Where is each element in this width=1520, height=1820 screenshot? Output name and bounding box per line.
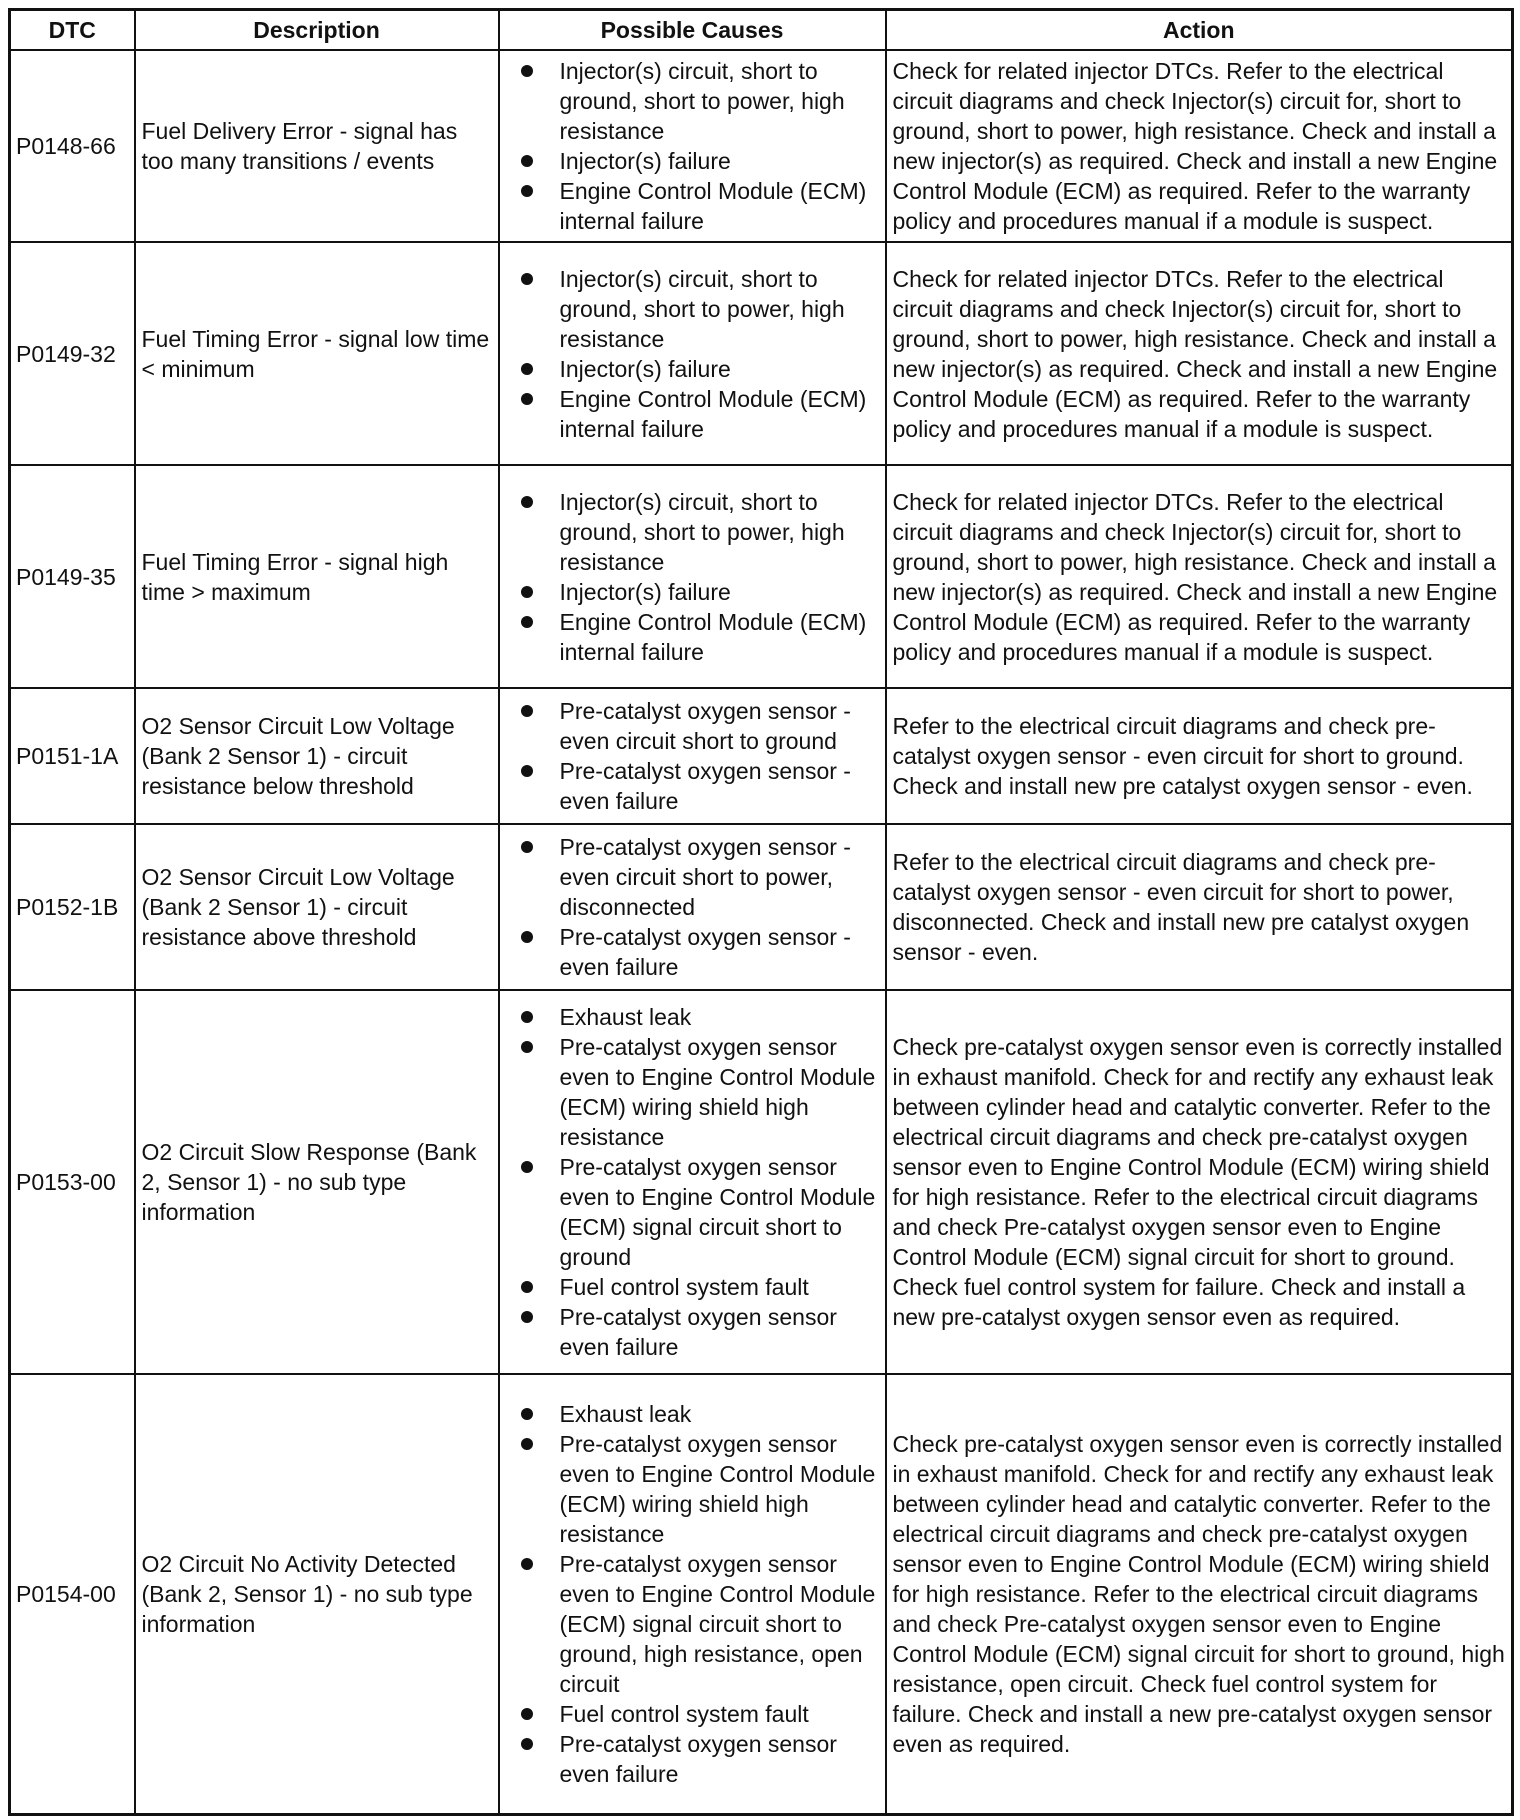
cause-text: Injector(s) circuit, short to ground, short to power, high resistance [559, 265, 845, 352]
cause-text: Pre-catalyst oxygen sensor even to Engine Control Module (ECM) wiring shield high resistance [559, 1430, 876, 1547]
cause-item [518, 56, 879, 146]
possible-causes [499, 990, 886, 1374]
cause-item [518, 176, 879, 236]
dtc-action: Check for related injector DTCs. Refer to the electrical circuit diagrams and check Injector(s) circuit for, short to ground, short to power, high resistance. Check and install a new injector(s) as required. Check and install a new Engine Control Module (ECM) as required. Refer to the warranty policy and procedures manual if a module is suspect. [886, 242, 1513, 465]
cause-item [518, 264, 879, 354]
bullet-icon [521, 363, 533, 375]
possible-causes [499, 1374, 886, 1814]
possible-causes [499, 465, 886, 688]
cause-item [518, 922, 879, 982]
bullet-icon [521, 586, 533, 598]
dtc-code: P0149-32 [10, 242, 135, 465]
dtc-table-container [8, 8, 1511, 1816]
bullet-icon [521, 1281, 533, 1293]
causes-list [518, 1002, 879, 1362]
bullet-icon [521, 765, 533, 777]
cause-item [518, 1152, 879, 1272]
bullet-icon [521, 1161, 533, 1173]
cause-text: Pre-catalyst oxygen sensor - even circuit short to power, disconnected [559, 834, 851, 920]
table-body [10, 50, 1513, 1814]
cause-item [518, 1302, 879, 1362]
header-description: Description [135, 10, 499, 51]
cause-text: Pre-catalyst oxygen sensor even to Engine Control Module (ECM) wiring shield high resistance [559, 1034, 876, 1150]
bullet-icon [521, 841, 533, 853]
cause-text: Pre-catalyst oxygen sensor even to Engine Control Module (ECM) signal circuit short to ground, high resistance, open circuit [559, 1550, 876, 1697]
cause-text: Engine Control Module (ECM) internal failure [559, 385, 867, 442]
cause-text: Exhaust leak [559, 1400, 692, 1427]
bullet-icon [521, 65, 533, 77]
cause-text: Fuel control system fault [559, 1700, 809, 1727]
bullet-icon [521, 1311, 533, 1323]
bullet-icon [521, 616, 533, 628]
possible-causes [499, 242, 886, 465]
cause-item [518, 1699, 879, 1729]
cause-item [518, 1429, 879, 1549]
possible-causes [499, 824, 886, 990]
cause-item [518, 756, 879, 816]
bullet-icon [521, 1041, 533, 1053]
table-row [10, 688, 1513, 824]
cause-text: Pre-catalyst oxygen sensor even failure [559, 1730, 837, 1787]
cause-text: Injector(s) failure [559, 148, 731, 174]
dtc-description: O2 Circuit No Activity Detected (Bank 2, Sensor 1) - no sub type information [135, 1374, 499, 1814]
cause-item [518, 696, 879, 756]
bullet-icon [521, 1738, 533, 1750]
table-row [10, 50, 1513, 242]
bullet-icon [521, 705, 533, 717]
bullet-icon [521, 393, 533, 405]
cause-item [518, 1272, 879, 1302]
dtc-description: Fuel Delivery Error - signal has too many transitions / events [135, 50, 499, 242]
dtc-code: P0148-66 [10, 50, 135, 242]
cause-item [518, 354, 879, 384]
header-possible-causes: Possible Causes [499, 10, 886, 51]
cause-text: Injector(s) failure [559, 355, 731, 382]
cause-item [518, 1729, 879, 1789]
cause-item [518, 832, 879, 922]
dtc-description: O2 Sensor Circuit Low Voltage (Bank 2 Sensor 1) - circuit resistance above threshold [135, 824, 499, 990]
cause-item [518, 1002, 879, 1032]
dtc-code: P0154-00 [10, 1374, 135, 1814]
cause-item [518, 1032, 879, 1152]
cause-text: Pre-catalyst oxygen sensor even failure [559, 1304, 837, 1360]
causes-list [518, 696, 879, 816]
dtc-code: P0149-35 [10, 465, 135, 688]
bullet-icon [521, 1408, 533, 1420]
cause-item [518, 146, 879, 176]
dtc-action: Check pre-catalyst oxygen sensor even is correctly installed in exhaust manifold. Check for and rectify any exhaust leak between cylinder head and catalytic converter. Refer to the electrical circuit diagrams and check pre-catalyst oxygen sensor even to Engine Control Module (ECM) wiring shield for high resistance. Refer to the electrical circuit diagrams and check Pre-catalyst oxygen sensor even to Engine Control Module (ECM) signal circuit for short to ground, high resistance, open circuit. Check fuel control system for failure. Check and install a new pre-catalyst oxygen sensor even as required. [886, 1374, 1513, 1814]
causes-list [518, 1399, 879, 1789]
dtc-description: Fuel Timing Error - signal high time > maximum [135, 465, 499, 688]
cause-item [518, 577, 879, 607]
dtc-table [8, 8, 1514, 1816]
cause-item [518, 607, 879, 667]
cause-text: Injector(s) failure [559, 578, 731, 605]
dtc-code: P0151-1A [10, 688, 135, 824]
table-row [10, 990, 1513, 1374]
bullet-icon [521, 185, 533, 197]
cause-item [518, 1399, 879, 1429]
table-row [10, 824, 1513, 990]
cause-item [518, 487, 879, 577]
dtc-action: Check for related injector DTCs. Refer to the electrical circuit diagrams and check Injector(s) circuit for, short to ground, short to power, high resistance. Check and install a new injector(s) as required. Check and install a new Engine Control Module (ECM) as required. Refer to the warranty policy and procedures manual if a module is suspect. [886, 50, 1513, 242]
causes-list [518, 832, 879, 982]
cause-text: Exhaust leak [559, 1004, 692, 1030]
cause-text: Pre-catalyst oxygen sensor - even failure [559, 758, 851, 814]
dtc-action: Check pre-catalyst oxygen sensor even is correctly installed in exhaust manifold. Check for and rectify any exhaust leak between cylinder head and catalytic converter. Refer to the electrical circuit diagrams and check pre-catalyst oxygen sensor even to Engine Control Module (ECM) wiring shield for high resistance. Refer to the electrical circuit diagrams and check Pre-catalyst oxygen sensor even to Engine Control Module (ECM) signal circuit for short to ground. Check fuel control system for failure. Check and install a new pre-catalyst oxygen sensor even as required. [886, 990, 1513, 1374]
bullet-icon [521, 273, 533, 285]
bullet-icon [521, 496, 533, 508]
cause-text: Injector(s) circuit, short to ground, short to power, high resistance [559, 488, 845, 575]
bullet-icon [521, 155, 533, 167]
cause-text: Pre-catalyst oxygen sensor - even failure [559, 924, 851, 980]
possible-causes [499, 688, 886, 824]
possible-causes [499, 50, 886, 242]
dtc-action: Refer to the electrical circuit diagrams and check pre-catalyst oxygen sensor - even circuit for short to ground. Check and install new pre catalyst oxygen sensor - even. [886, 688, 1513, 824]
cause-text: Injector(s) circuit, short to ground, short to power, high resistance [559, 58, 845, 144]
table-row [10, 465, 1513, 688]
causes-list [518, 487, 879, 667]
bullet-icon [521, 1558, 533, 1570]
dtc-description: O2 Circuit Slow Response (Bank 2, Sensor 1) - no sub type information [135, 990, 499, 1374]
header-row [10, 10, 1513, 51]
cause-text: Pre-catalyst oxygen sensor - even circuit short to ground [559, 698, 851, 754]
table-header [10, 10, 1513, 51]
bullet-icon [521, 931, 533, 943]
dtc-action: Check for related injector DTCs. Refer to the electrical circuit diagrams and check Injector(s) circuit for, short to ground, short to power, high resistance. Check and install a new injector(s) as required. Check and install a new Engine Control Module (ECM) as required. Refer to the warranty policy and procedures manual if a module is suspect. [886, 465, 1513, 688]
cause-text: Engine Control Module (ECM) internal failure [559, 608, 867, 665]
bullet-icon [521, 1011, 533, 1023]
dtc-code: P0153-00 [10, 990, 135, 1374]
table-row [10, 242, 1513, 465]
bullet-icon [521, 1708, 533, 1720]
causes-list [518, 264, 879, 444]
dtc-description: O2 Sensor Circuit Low Voltage (Bank 2 Sensor 1) - circuit resistance below threshold [135, 688, 499, 824]
cause-item [518, 384, 879, 444]
dtc-code: P0152-1B [10, 824, 135, 990]
dtc-description: Fuel Timing Error - signal low time < minimum [135, 242, 499, 465]
cause-item [518, 1549, 879, 1699]
bullet-icon [521, 1438, 533, 1450]
dtc-action: Refer to the electrical circuit diagrams and check pre-catalyst oxygen sensor - even circuit for short to power, disconnected. Check and install new pre catalyst oxygen sensor - even. [886, 824, 1513, 990]
cause-text: Fuel control system fault [559, 1274, 809, 1300]
cause-text: Pre-catalyst oxygen sensor even to Engine Control Module (ECM) signal circuit short to ground [559, 1154, 876, 1270]
cause-text: Engine Control Module (ECM) internal failure [559, 178, 867, 234]
header-dtc: DTC [10, 10, 135, 51]
table-row [10, 1374, 1513, 1814]
causes-list [518, 56, 879, 236]
header-action: Action [886, 10, 1513, 51]
